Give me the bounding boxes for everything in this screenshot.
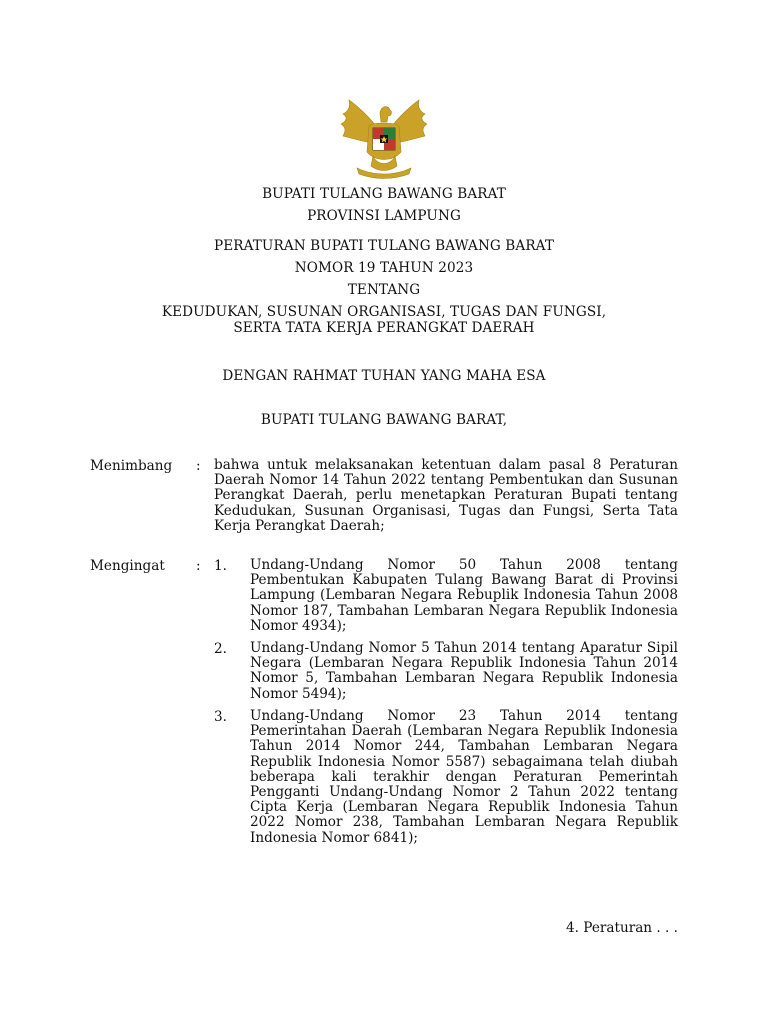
menimbang-text: bahwa untuk melaksanakan ketentuan dalam pasal 8 Peraturan Daerah Nomor 14 Tahun 2022 tentang Pembentukan dan Susunan Perangkat Daerah, perlu menetapkan Peraturan Bupati tentang Kedudukan, Susunan Organisasi, Tugas dan Fungsi, Serta Tata Kerja Perangkat Daerah; xyxy=(214,457,678,534)
invocation: DENGAN RAHMAT TUHAN YANG MAHA ESA xyxy=(222,368,546,384)
list-item-text: Undang-Undang Nomor 5 Tahun 2014 tentang Aparatur Sipil Negara (Lembaran Negara Republik Indonesia Tahun 2014 Nomor 5, Tambahan Lembaran Negara Republik Indonesia Nomor 5494); xyxy=(250,640,678,702)
regent-heading: BUPATI TULANG BAWANG BARAT, xyxy=(260,412,508,428)
list-item-text: Undang-Undang Nomor 23 Tahun 2014 tentang Pemerintahan Daerah (Lembaran Negara Republik Indonesia Tahun 2014 Nomor 244, Tambahan Lembaran Negara Republik Indonesia Nomor 5587) sebagaimana telah diubah beberapa kali terakhir dengan Peraturan Pemerintah Pengganti Undang-Undang Nomor 2 Tahun 2022 tentang Cipta Kerja (Lembaran Negara Republik Indonesia Tahun 2022 Nomor 238, Tambahan Lembaran Negara Republik Indonesia Nomor 6841); xyxy=(250,708,678,846)
mengingat-label: Mengingat xyxy=(90,558,165,574)
regulation-title: PERATURAN BUPATI TULANG BAWANG BARAT xyxy=(213,238,554,254)
subject-line-2: SERTA TATA KERJA PERANGKAT DAERAH xyxy=(233,320,535,336)
regulation-number: NOMOR 19 TAHUN 2023 xyxy=(294,260,474,276)
mengingat-colon: : xyxy=(196,558,201,574)
about-label: TENTANG xyxy=(347,282,421,298)
garuda-pancasila-emblem-icon xyxy=(333,92,435,180)
page-continuation: 4. Peraturan . . . xyxy=(566,920,678,936)
province-title: PROVINSI LAMPUNG xyxy=(307,208,461,224)
list-item-number: 2. xyxy=(214,641,227,657)
list-item-number: 3. xyxy=(214,709,227,725)
list-item-text: Undang-Undang Nomor 50 Tahun 2008 tentang Pembentukan Kabupaten Tulang Bawang Barat di Provinsi Lampung (Lembaran Negara Rebuplik Indonesia Tahun 2008 Nomor 187, Tambahan Lembaran Negara Republik Indonesia Nomor 4934); xyxy=(250,557,678,634)
menimbang-colon: : xyxy=(196,458,201,474)
menimbang-label: Menimbang xyxy=(90,458,173,474)
list-item-number: 1. xyxy=(214,558,227,574)
issuer-title: BUPATI TULANG BAWANG BARAT xyxy=(262,186,506,202)
subject-line-1: KEDUDUKAN, SUSUNAN ORGANISASI, TUGAS DAN FUNGSI, xyxy=(161,304,607,320)
